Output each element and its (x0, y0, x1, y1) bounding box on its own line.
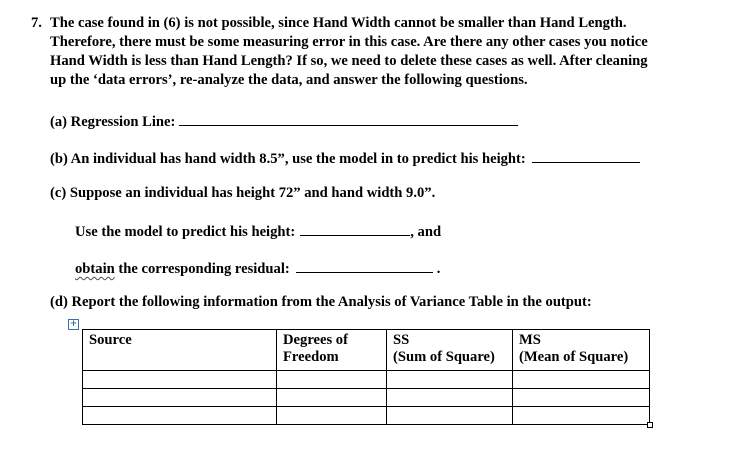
intro-line-4: up the ‘data errors’, re-analyze the data, and answer the following questions. (50, 72, 528, 88)
table-cell[interactable] (83, 371, 277, 389)
part-c-residual-label: the corresponding residual: (114, 261, 290, 277)
intro-line-2: Therefore, there must be some measuring error in this case. Are there any other cases you notice (50, 34, 648, 50)
part-c-predict-line (75, 221, 441, 241)
table-cell[interactable] (83, 407, 277, 425)
part-c-period: . (436, 261, 441, 277)
header-degrees-of-freedom: Degrees of Freedom (277, 330, 387, 371)
part-a-line (50, 111, 518, 131)
header-ss: SS (Sum of Square) (387, 330, 513, 371)
table-header-row (83, 330, 650, 371)
intro-line-1: The case found in (6) is not possible, since Hand Width cannot be smaller than Hand Length. (50, 15, 627, 31)
intro-line-3: Hand Width is less than Hand Length? If so, we need to delete these cases as well. After cleaning (50, 53, 648, 69)
table-cell[interactable] (513, 407, 650, 425)
table-cell[interactable] (387, 371, 513, 389)
part-b-line (50, 148, 640, 168)
part-c-height-blank[interactable] (300, 221, 410, 236)
table-cell[interactable] (513, 371, 650, 389)
table-cell[interactable] (513, 389, 650, 407)
part-c-label: (c) Suppose an individual has height 72” and hand width 9.0”. (50, 185, 436, 201)
table-row (83, 389, 650, 407)
regression-line-blank[interactable] (179, 111, 518, 126)
table-cell[interactable] (387, 407, 513, 425)
table-cell[interactable] (387, 389, 513, 407)
part-c-and: , and (410, 224, 442, 240)
table-cell[interactable] (277, 389, 387, 407)
part-b-label: (b) An individual has hand width 8.5”, use the model in to predict his height: (50, 151, 526, 167)
part-a-label: (a) Regression Line: (50, 114, 176, 130)
move-handle-icon[interactable]: + (69, 319, 78, 329)
question-number: 7. (31, 15, 42, 31)
obtain-word: obtain (75, 261, 115, 277)
part-c-predict-label: Use the model to predict his height: (75, 224, 296, 240)
table-cell[interactable] (83, 389, 277, 407)
table-row (83, 371, 650, 389)
table-cell[interactable] (277, 371, 387, 389)
table-cell[interactable] (277, 407, 387, 425)
part-c-residual-line (75, 258, 440, 278)
table-row (83, 407, 650, 425)
resize-handle-icon[interactable] (647, 422, 653, 428)
predicted-height-blank[interactable] (532, 148, 640, 163)
part-d-label: (d) Report the following information from the Analysis of Variance Table in the output: (50, 294, 592, 310)
header-ms: MS (Mean of Square) (513, 330, 650, 371)
anova-table (82, 329, 650, 425)
header-source: Source (83, 330, 277, 371)
residual-blank[interactable] (296, 258, 433, 273)
